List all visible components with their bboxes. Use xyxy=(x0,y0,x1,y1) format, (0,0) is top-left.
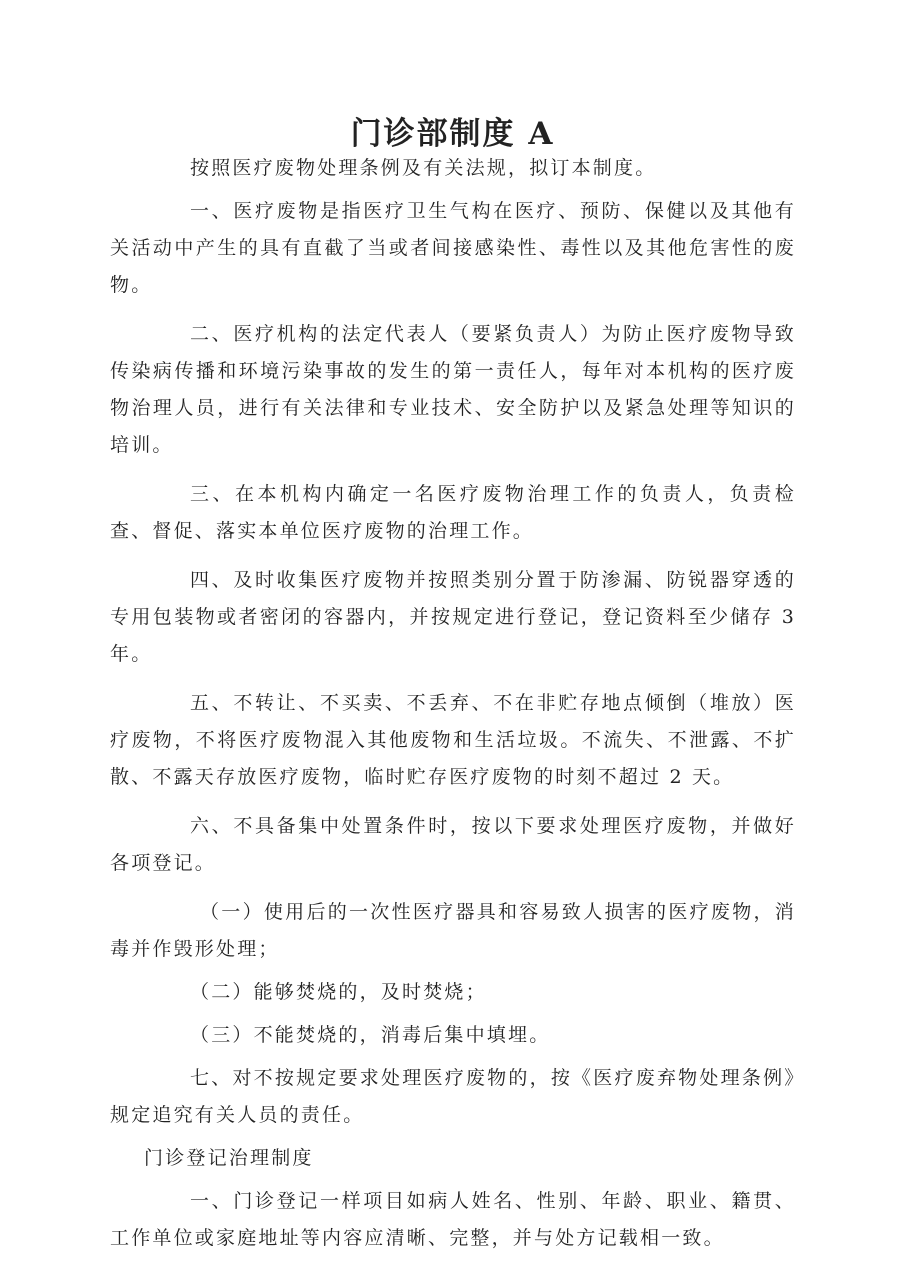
clause-5: 五、不转让、不买卖、不丢弃、不在非贮存地点倾倒（堆放）医疗废物，不将医疗废物混入其他废物和生活垃圾。不流失、不泄露、不扩散、不露天存放医疗废物，临时贮存医疗废物的时刻不超过 2 天。 xyxy=(110,692,796,788)
section-heading-registration: 门诊登记治理制度 xyxy=(144,1147,314,1169)
registration-clause-1: 一、门诊登记一样项目如病人姓名、性别、年龄、职业、籍贯、工作单位或家庭地址等内容应清晰、完整，并与处方记载相一致。 xyxy=(110,1190,796,1249)
clause-7: 七、对不按规定要求处理医疗废物的，按《医疗废弃物处理条例》规定追究有关人员的责任。 xyxy=(110,1067,796,1126)
intro-paragraph: 按照医疗废物处理条例及有关法规，拟订本制度。 xyxy=(190,157,657,179)
clause-6-item-2: （二）能够焚烧的，及时焚烧； xyxy=(190,981,487,1003)
clause-4: 四、及时收集医疗废物并按照类别分置于防渗漏、防锐器穿透的专用包装物或者密闭的容器内，并按规定进行登记，登记资料至少储存 3 年。 xyxy=(110,569,796,665)
document-body xyxy=(110,150,796,1257)
clause-3: 三、在本机构内确定一名医疗废物治理工作的负责人，负责检查、督促、落实本单位医疗废物的治理工作。 xyxy=(110,483,796,542)
clause-6-item-1: （一）使用后的一次性医疗器具和容易致人损害的医疗废物，消毒并作毁形处理； xyxy=(110,901,796,960)
clause-6: 六、不具备集中处置条件时，按以下要求处理医疗废物，并做好各项登记。 xyxy=(110,815,796,874)
clause-1: 一、医疗废物是指医疗卫生气构在医疗、预防、保健以及其他有关活动中产生的具有直截了当或者间接感染性、毒性以及其他危害性的废物。 xyxy=(110,200,796,296)
document-title: 门诊部制度 A xyxy=(350,116,555,152)
clause-6-item-3: （三）不能焚烧的，消毒后集中填埋。 xyxy=(190,1024,551,1046)
clause-2: 二、医疗机构的法定代表人（要紧负责人）为防止医疗废物导致传染病传播和环境污染事故的发生的第一责任人，每年对本机构的医疗废物治理人员，进行有关法律和专业技术、安全防护以及紧急处理等知识的培训。 xyxy=(110,323,796,456)
